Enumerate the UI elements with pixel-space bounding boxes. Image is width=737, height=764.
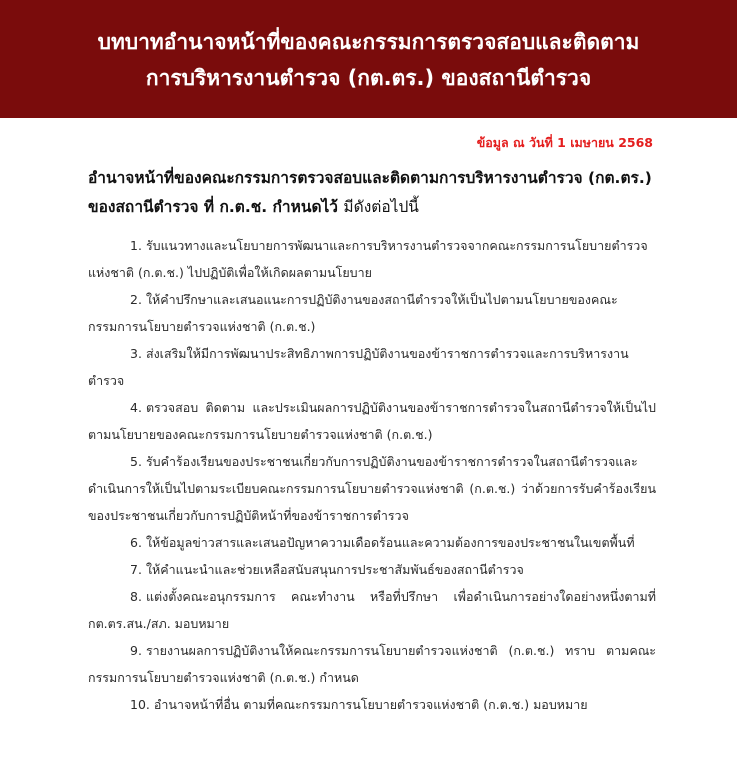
list-item-text: ส่งเสริมให้มีการพัฒนาประสิทธิภาพการปฏิบัติงานของข้าราชการตำรวจและการบริหารงานตำรวจ [88, 346, 629, 388]
list-item-number: 8. [130, 589, 142, 604]
list-item [88, 529, 656, 556]
list-item [88, 394, 656, 448]
list-item-text: อำนาจหน้าที่อื่น ตามที่คณะกรรมการนโยบายตำรวจแห่งชาติ (ก.ต.ช.) มอบหมาย [153, 697, 588, 712]
intro-tail-text: มีดังต่อไปนี้ [343, 198, 419, 216]
intro-bold-text: อำนาจหน้าที่ของคณะกรรมการตรวจสอบและติดตามการบริหารงานตำรวจ (กต.ตร.) ของสถานีตำรวจ ที่ ก.ต.ช. กำหนดไว้ [88, 169, 652, 216]
list-item-number: 1. [130, 238, 142, 253]
list-item-number: 9. [130, 643, 142, 658]
list-item-number: 7. [130, 562, 142, 577]
list-item-number: 6. [130, 535, 142, 550]
list-item [88, 448, 656, 529]
intro-heading [88, 164, 668, 222]
list-item [88, 232, 656, 286]
list-item [88, 583, 656, 637]
list-item-text: ให้คำปรึกษาและเสนอแนะการปฏิบัติงานของสถานีตำรวจให้เป็นไปตามนโยบายของคณะกรรมการนโยบายตำรวจแห่งชาติ (ก.ต.ช.) [88, 292, 618, 334]
page-header [0, 0, 737, 118]
list-item-text: แต่งตั้งคณะอนุกรรมการ คณะทำงาน หรือที่ปรึกษา เพื่อดำเนินการอย่างใดอย่างหนึ่งตามที่ กต.ตร.สน./สภ. มอบหมาย [88, 589, 656, 631]
data-as-of-date: ข้อมูล ณ วันที่ 1 เมษายน 2568 [476, 135, 653, 150]
list-item-text: รับคำร้องเรียนของประชาชนเกี่ยวกับการปฏิบัติงานของข้าราชการตำรวจในสถานีตำรวจและดำเนินการให้เป็นไปตามระเบียบคณะกรรมการนโยบายตำรวจแห่งชาติ (ก.ต.ช.) ว่าด้วยการรับคำร้องเรียนของประชาชนเกี่ยวกับการปฏิบัติหน้าที่ของข้าราชการตำรวจ [88, 454, 656, 523]
list-item-text: ให้คำแนะนำและช่วยเหลือสนับสนุนการประชาสัมพันธ์ของสถานีตำรวจ [145, 562, 524, 577]
list-item-number: 10. [130, 697, 150, 712]
list-item-number: 2. [130, 292, 142, 307]
list-item [88, 637, 656, 691]
list-item-number: 4. [130, 400, 142, 415]
list-item [88, 340, 656, 394]
page-title-line-1: บทบาทอำนาจหน้าที่ของคณะกรรมการตรวจสอบและติดตาม [97, 30, 640, 54]
page-title-line-2: การบริหารงานตำรวจ (กต.ตร.) ของสถานีตำรวจ [145, 66, 592, 90]
list-item-text: ให้ข้อมูลข่าวสารและเสนอปัญหาความเดือดร้อนและความต้องการของประชาชนในเขตพื้นที่ [145, 535, 635, 550]
list-item-number: 5. [130, 454, 142, 469]
date-row [0, 132, 737, 154]
list-item-number: 3. [130, 346, 142, 361]
list-item [88, 286, 656, 340]
list-item-text: รายงานผลการปฏิบัติงานให้คณะกรรมการนโยบายตำรวจแห่งชาติ (ก.ต.ช.) ทราบ ตามคณะกรรมการนโยบายตำรวจแห่งชาติ (ก.ต.ช.) กำหนด [88, 643, 656, 685]
duties-list [88, 232, 656, 718]
list-item-text: ตรวจสอบ ติดตาม และประเมินผลการปฏิบัติงานของข้าราชการตำรวจในสถานีตำรวจให้เป็นไปตามนโยบายของคณะกรรมการนโยบายตำรวจแห่งชาติ (ก.ต.ช.) [88, 400, 656, 442]
list-item [88, 556, 656, 583]
list-item-text: รับแนวทางและนโยบายการพัฒนาและการบริหารงานตำรวจจากคณะกรรมการนโยบายตำรวจแห่งชาติ (ก.ต.ช.) ไปปฏิบัติเพื่อให้เกิดผลตามนโยบาย [88, 238, 648, 280]
list-item [88, 691, 656, 718]
